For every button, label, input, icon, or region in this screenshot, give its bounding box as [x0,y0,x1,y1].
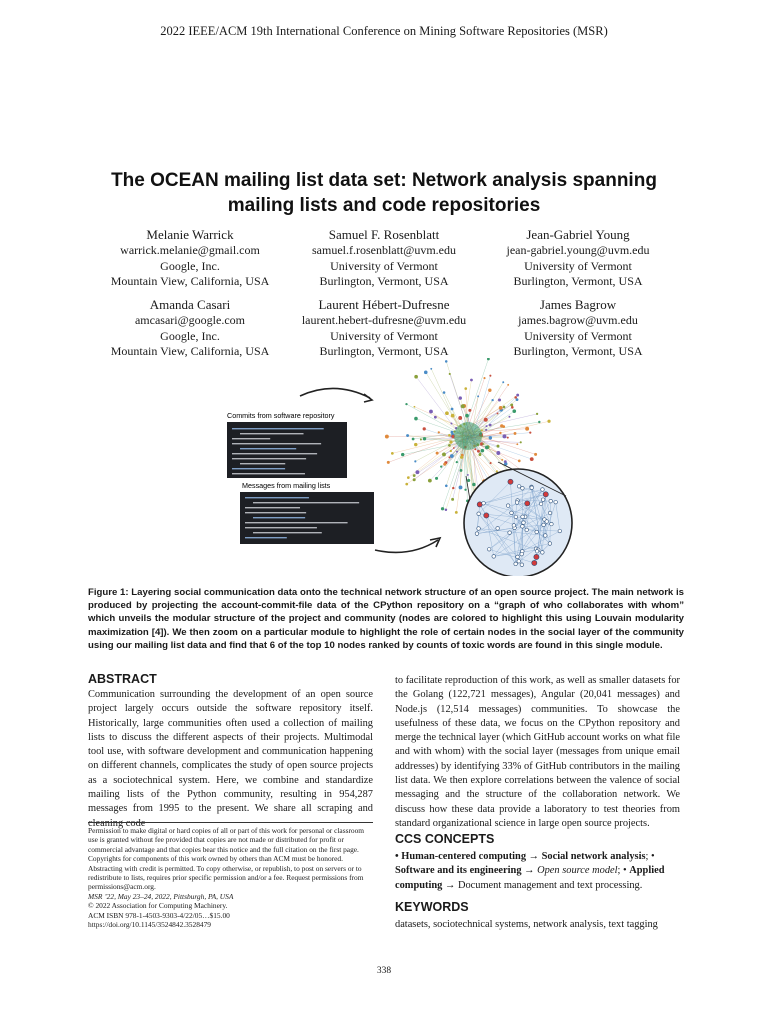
zoom-node [525,501,530,506]
zoom-node [475,532,479,536]
zoom-node [541,551,545,555]
label-commits: Commits from software repository [227,411,335,420]
network-node [503,406,506,409]
network-node [460,469,463,472]
network-node [414,406,416,408]
zoom-node [548,542,552,546]
zoom-node [514,562,518,566]
network-node [407,476,410,479]
author-location: Mountain View, California, USA [110,274,270,288]
network-node [405,483,408,486]
network-node [385,435,389,439]
network-node [461,404,465,408]
zoom-node [535,549,539,553]
network-node [467,474,469,476]
code-line [240,463,285,464]
author-org: Google, Inc. [160,328,220,343]
author-email: warrick.melanie@gmail.com [120,243,260,257]
abstract-heading: ABSTRACT [88,672,157,686]
network-node [451,408,454,411]
network-node [485,429,487,431]
zoom-node [548,511,552,515]
network-node [487,358,490,360]
network-node [482,443,484,445]
network-node [445,508,447,510]
abstract-text-right: to facilitate reproduction of this work, as well as smaller datasets for the Golang (122,721 messages), Angular (20,041 messages) and Node.js (12,514 messages) communities. To showcase the usefulness of these data, we focus on the CPython repository and merge the technical layer (which GitHub account works on what file and with whom) with the social layer (messages from unique email addresses) by identifying 33% of GitHub contributors in the mailing list data. We then explore correlations between the valence of social messaging and the structure of the collaboration network. We discuss how these data provide a laboratory to test theories from standard organizational science in large open source projects. [395,675,680,829]
network-edge [474,435,526,474]
ccs-term: Applied computing [395,865,665,891]
network-node [497,445,500,448]
zoom-node [512,524,516,528]
network-node [488,389,491,392]
ccs-sep: ; • [617,865,630,877]
zoom-node [521,525,525,529]
zoom-node [477,527,481,531]
network-node [455,511,458,514]
network-node [453,447,455,449]
author-block [463,297,693,360]
zoom-node [477,512,481,516]
zoom-node [521,486,525,490]
network-node [391,452,394,455]
network-node [536,413,538,415]
network-node [512,409,516,413]
zoom-node [542,523,546,527]
code-line [245,512,306,513]
network-node [510,404,513,407]
network-node [452,487,454,489]
network-node [486,425,488,427]
author-email: laurent.hebert-dufresne@uvm.edu [301,313,467,327]
network-node [502,381,504,383]
author-location: Burlington, Vermont, USA [319,274,449,288]
network-node [483,377,485,379]
zoom-node [535,530,539,534]
network-figure-graphic [120,358,650,576]
zoom-node [539,502,543,506]
code-line [240,448,296,449]
code-line [232,428,324,429]
network-node [414,443,417,446]
zoom-node [522,521,526,525]
network-node [516,398,519,401]
author-block [463,227,693,290]
abstract-text-left: Communication surrounding the development of an open source project largely occurs outside the software repository itself. Historically, large communities often used a collection of mailing lists to discuss the different aspects of their projects. Multimodal tool use, with software development and communication happening on different channels, complicates the study of open source projects as a sociotechnical system. Here, we combine and standardize mailing lists of the Python community, resulting in 954,287 messages from 1995 to the present. We share all scraping and cleaning code [88,689,373,829]
author-name: Laurent Hébert-Dufresne [318,297,450,312]
code-line [240,433,304,434]
author-name: Jean-Gabriel Young [526,227,630,242]
zoom-node [534,554,539,559]
keywords-heading: KEYWORDS [395,900,469,914]
network-node [428,479,432,483]
network-node [497,412,499,414]
network-node [441,507,444,510]
network-node [460,456,463,459]
network-node [534,453,537,456]
network-node [474,448,476,450]
network-node [489,375,491,377]
network-node [529,432,531,434]
network-node [414,375,418,379]
code-line [232,438,270,439]
network-node [530,457,534,461]
network-node [502,434,506,438]
network-node [518,460,521,463]
zoom-node [554,500,558,504]
network-node [413,474,416,477]
network-node [387,461,390,464]
network-node [414,460,416,462]
network-node [445,484,448,487]
title-line-1: The OCEAN mailing list data set: Network analysis spanning [111,170,657,191]
zoom-node [517,485,521,489]
author-name: James Bagrow [539,297,617,312]
network-node [412,438,415,441]
zoom-node [558,529,562,533]
title-line-2: mailing lists and code repositories [227,195,541,216]
figure-1 [120,358,650,576]
zoom-node [508,531,512,535]
network-node [451,498,454,501]
code-line [245,497,309,498]
network-node [448,434,451,437]
network-node [485,446,489,450]
network-node [477,395,479,397]
zoom-node [496,527,500,531]
author-email: jean-gabriel.young@uvm.edu [506,243,650,257]
network-node [472,483,476,487]
code-line [245,537,287,538]
zoom-node [516,555,520,559]
network-node [442,452,446,456]
zoom-node [550,522,554,526]
network-node [435,477,438,480]
code-line [253,502,359,503]
network-node [477,450,480,453]
network-node [464,489,466,491]
network-node [489,436,492,439]
ccs-arrow: → [526,851,542,862]
zoom-node [541,498,545,502]
code-line [232,468,285,469]
zoom-node [492,555,496,559]
zoom-node [545,520,549,524]
network-node [414,417,418,421]
network-node [445,411,449,415]
page-number: 338 [376,966,392,976]
ccs-term: • Human-centered computing [395,851,527,862]
conference-header: 2022 IEEE/ACM 19th International Conference on Mining Software Repositories (MSR) [160,24,608,38]
network-node [468,409,471,412]
ccs-arrow: → [521,865,538,877]
author-org: University of Vermont [524,328,632,343]
network-node [424,371,428,375]
network-node [456,461,458,463]
network-node [443,391,446,394]
venue-text: MSR ’22, May 23–24, 2022, Pittsburgh, PA, USA [88,891,234,901]
network-node [459,396,462,399]
network-node [465,414,469,418]
network-node [516,443,518,445]
ccs-heading: CCS CONCEPTS [395,832,495,846]
zoom-node [477,502,482,507]
network-node [500,424,503,427]
network-node [449,440,452,443]
code-line [232,453,317,454]
zoom-node [530,486,534,490]
network-node [420,438,422,440]
author-org: University of Vermont [330,258,438,273]
zoom-node [543,534,547,538]
network-node [450,422,452,424]
network-node [490,462,492,464]
ccs-term: Software and its engineering [395,865,522,877]
network-node [516,394,519,397]
network-node [464,387,467,390]
ccs-term: Social network analysis [541,851,646,862]
code-line [245,522,348,523]
ccs-term: Open source model [537,865,618,877]
zoom-node [515,501,519,505]
zoom-node [532,560,537,565]
code-line [245,507,300,508]
zoom-node [521,515,525,519]
network-node [481,449,485,453]
network-node [525,427,529,431]
zoom-node [520,552,524,556]
network-node [440,465,442,467]
zoom-node [549,499,553,503]
network-edge [426,372,463,432]
permission-copyright: © 2022 Association for Computing Machinery. [88,901,228,911]
network-node [514,396,517,399]
network-node [538,421,540,423]
commit-code-box [227,422,347,478]
ccs-text [395,850,680,893]
network-node [445,360,448,363]
ccs-term: Document management and text processing. [457,879,643,891]
paper-title [60,168,708,218]
network-node [514,432,517,435]
code-line [232,458,306,459]
author-name: Amanda Casari [149,297,231,312]
network-node [470,379,473,382]
network-node [450,454,454,458]
network-node [406,434,409,437]
network-node [467,479,470,482]
permission-doi: https://doi.org/10.1145/3524842.3528479 [88,920,211,930]
ccs-arrow: → [442,879,458,891]
arrow-messages [375,540,438,552]
network-node [449,373,451,375]
author-location: Burlington, Vermont, USA [319,344,449,358]
author-org: University of Vermont [330,328,438,343]
author-name: Melanie Warrick [146,227,234,242]
zoom-node [482,501,486,505]
zoom-node [520,563,524,567]
network-node [450,450,452,452]
network-node [448,444,451,447]
zoom-node [510,511,514,515]
ccs-sep: ; • [645,851,655,862]
network-node [501,459,503,461]
network-node [507,384,509,386]
code-line [232,443,321,444]
network-node [520,441,522,443]
author-name: Samuel F. Rosenblatt [328,227,440,242]
network-node [415,470,419,474]
code-line [253,532,322,533]
network-node [507,437,509,439]
permission-block [88,822,373,929]
arrow-head-icon [364,394,372,402]
network-node [443,463,446,466]
network-node [458,416,462,420]
network-node [438,431,440,433]
network-node [413,478,416,481]
author-email: samuel.f.rosenblatt@uvm.edu [311,243,457,257]
network-node [401,453,404,456]
network-node [504,460,507,463]
figure-caption: Figure 1: Layering social communication data onto the technical network structure of an open source project. The main network is produced by projecting the account-commit-file data of the CPython repository on a “graph of who collaborates with whom” which unveils the modular structure of the project and community (nodes are colored to highlight this using Louvain modularity maximization [4]). We then zoom on a particular module to highlight the role of certain nodes in the social layer of the community using our mailing list data and find that 6 of the top 10 nodes ranked by counts of toxic words are found in this single module. [88,587,684,651]
zoom-node [517,559,521,563]
network-node [456,451,458,453]
code-line [253,517,305,518]
author-location: Mountain View, California, USA [110,344,270,358]
network-node [430,368,432,370]
network-core [454,422,482,450]
network-node [489,424,492,427]
zoom-node [543,492,548,497]
permission-isbn: ACM ISBN 978-1-4503-9303-4/22/05…$15.00 [88,910,230,920]
network-node [429,410,433,414]
zoom-node [487,548,491,552]
zoom-node [484,513,489,518]
network-node [405,403,407,405]
network-node [479,452,481,454]
network-node [491,399,493,401]
permission-venue [88,892,373,901]
author-location: Burlington, Vermont, USA [513,274,643,288]
permission-text: Permission to make digital or hard copies of all or part of this work for personal or classroom use is granted without fee provided that copies are not made or distributed for profit or commercial advantage and that copies bear this notice and the full citation on the first page. Copyrights for components of this work owned by others than ACM must be honored. Abstracting with credit is permitted. To copy otherwise, or republish, to post on servers or to redistribute to lists, requires prior specific permission and/or a fee. Request permissions from permissions@acm.org. [88,826,365,892]
zoom-node [514,515,518,519]
code-line [245,527,317,528]
network-node [423,427,426,430]
author-email: amcasari@google.com [134,313,245,327]
keywords-text: datasets, sociotechnical systems, network analysis, text tagging [395,919,658,930]
network-node [423,437,426,440]
network-node [496,451,500,455]
zoom-node [525,528,529,532]
network-edge [474,422,539,432]
author-email: james.bagrow@uvm.edu [518,313,638,327]
author-org: Google, Inc. [160,258,220,273]
author-org: University of Vermont [524,258,632,273]
network-node [434,416,437,419]
network-node [547,420,550,423]
network-node [459,485,463,489]
zoom-node [541,488,545,492]
network-node [511,406,514,409]
network-node [508,416,510,418]
network-node [451,414,455,418]
network-node [451,431,454,434]
network-node [484,418,488,422]
code-line [232,473,305,474]
arrow-commits [300,388,370,398]
label-messages: Messages from mailing lists [242,481,331,490]
network-node [498,398,501,401]
network-node [499,432,501,434]
zoom-node [506,504,510,508]
network-node [436,452,439,455]
author-location: Burlington, Vermont, USA [513,344,643,358]
network-node [499,406,503,410]
zoom-node [508,479,513,484]
